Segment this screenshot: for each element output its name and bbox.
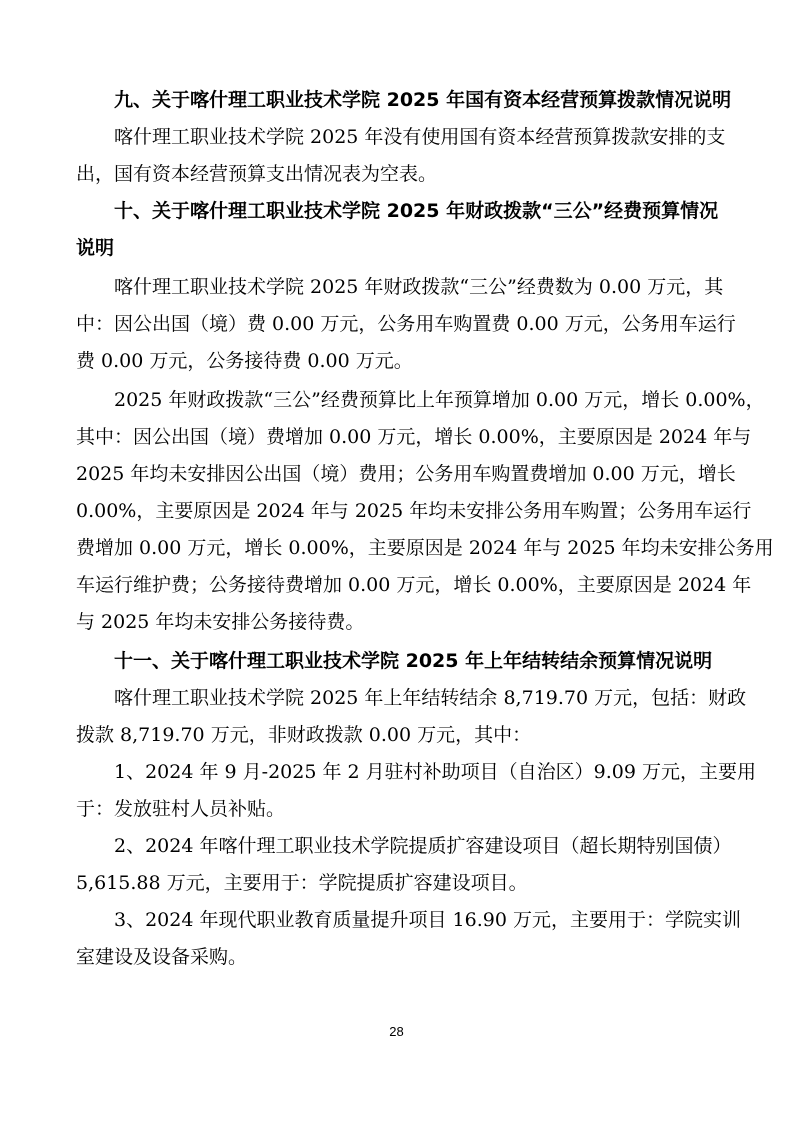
paragraph-line: 2025 年均未安排因公出国（境）费用；公务用车购置费增加 0.00 万元，增长 <box>76 463 736 485</box>
document-page <box>76 82 774 976</box>
section-heading: 十一、关于喀什理工职业技术学院 2025 年上年结转结余预算情况说明 <box>114 650 713 672</box>
paragraph-line: 费 0.00 万元，公务接待费 0.00 万元。 <box>76 350 413 372</box>
paragraph <box>76 754 756 828</box>
paragraph-line: 中：因公出国（境）费 0.00 万元，公务用车购置费 0.00 万元，公务用车运行 <box>76 313 736 335</box>
section-ten <box>76 193 774 641</box>
section-heading: 九、关于喀什理工职业技术学院 2025 年国有资本经营预算拨款情况说明 <box>114 89 732 111</box>
paragraph-line: 3、2024 年现代职业教育质量提升项目 16.90 万元，主要用于：学院实训 <box>114 909 741 931</box>
paragraph-line: 费增加 0.00 万元，增长 0.00%，主要原因是 2024 年与 2025 年均未安排公务用 <box>76 537 774 559</box>
page-number: 28 <box>389 1024 404 1039</box>
section-eleven <box>76 643 756 976</box>
paragraph-line: 其中：因公出国（境）费增加 0.00 万元，增长 0.00%，主要原因是 2024 年与 <box>76 426 752 448</box>
paragraph <box>76 269 736 380</box>
paragraph <box>76 828 732 902</box>
paragraph-line: 拨款 8,719.70 万元，非财政拨款 0.00 万元，其中： <box>76 724 532 746</box>
paragraph-line: 与 2025 年均未安排公务接待费。 <box>76 611 365 633</box>
section-nine <box>76 82 732 193</box>
paragraph <box>76 119 726 193</box>
paragraph-line: 喀什理工职业技术学院 2025 年没有使用国有资本经营预算拨款安排的支 <box>114 126 726 148</box>
paragraph-line: 2025 年财政拨款“三公”经费预算比上年预算增加 0.00 万元，增长 0.00%， <box>114 389 765 411</box>
paragraph-line: 0.00%，主要原因是 2024 年与 2025 年均未安排公务用车购置；公务用车运行 <box>76 500 752 522</box>
paragraph-line: 出，国有资本经营预算支出情况表为空表。 <box>76 163 438 185</box>
paragraph <box>76 680 747 754</box>
paragraph-line: 5,615.88 万元，主要用于：学院提质扩容建设项目。 <box>76 872 528 894</box>
paragraph <box>76 902 741 976</box>
section-heading: 十、关于喀什理工职业技术学院 2025 年财政拨款“三公”经费预算情况 <box>114 200 719 222</box>
paragraph-line: 喀什理工职业技术学院 2025 年财政拨款“三公”经费数为 0.00 万元，其 <box>114 276 724 298</box>
paragraph-line: 2、2024 年喀什理工职业技术学院提质扩容建设项目（超长期特别国债） <box>114 835 732 857</box>
paragraph-line: 1、2024 年 9 月-2025 年 2 月驻村补助项目（自治区）9.09 万元，主要用 <box>114 761 756 783</box>
section-heading: 说明 <box>76 237 115 259</box>
paragraph-line: 室建设及设备采购。 <box>76 946 248 968</box>
paragraph-line: 喀什理工职业技术学院 2025 年上年结转结余 8,719.70 万元，包括：财政 <box>114 687 747 709</box>
paragraph-line: 于：发放驻村人员补贴。 <box>76 798 286 820</box>
paragraph <box>76 382 774 641</box>
paragraph-line: 车运行维护费；公务接待费增加 0.00 万元，增长 0.00%，主要原因是 2024 年 <box>76 574 752 596</box>
